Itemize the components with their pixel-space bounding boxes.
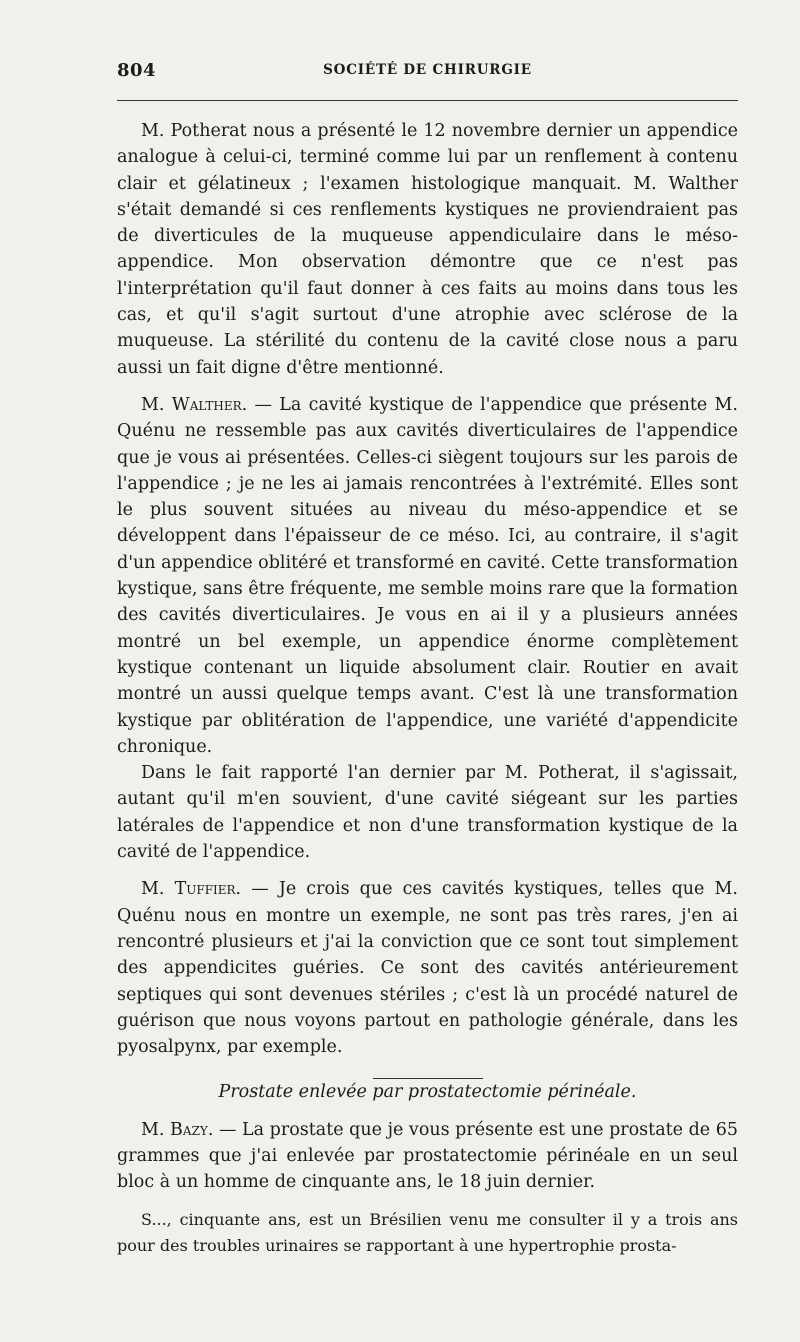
paragraph [117,876,738,1060]
paragraph: M. Potherat nous a présenté le 12 novembre dernier un appendice analogue à celui-ci, terminé comme lui par un renflement à contenu clair et gélatineux ; l'examen histologique manquait. M. Walther s'était demandé si ces renflements kystiques ne proviendraient pas de diverticules de la muqueuse appendiculaire dans le méso-appendice. Mon observation démontre que ce n'est pas l'interprétation qu'il faut donner à ces faits au moins dans tous les cas, et qu'il s'agit surtout d'une atrophie avec sclérose de la muqueuse. La stérilité du contenu de la cavité close nous a paru aussi un fait digne d'être mentionné. [117,121,738,378]
paragraph [117,1117,738,1196]
body-text [117,118,738,1259]
header-divider [117,100,738,101]
paragraph: S..., cinquante ans, est un Brésilien venu me consulter il y a trois ans pour des troubles urinaires se rapportant à une hypertrophie prosta- [117,1209,738,1255]
paragraph [117,392,738,760]
section-title: Prostate enlevée par prostatectomie périnéale. [218,1082,637,1103]
speaker-name: M. Walther. [141,394,248,415]
running-title: SOCIÉTÉ DE CHIRURGIE [323,62,532,78]
paragraph-text: — La prostate que je vous présente est une prostate de 65 grammes que j'ai enlevée par prostatectomie périnéale en un seul bloc à un homme de cinquante ans, le 18 juin dernier. [117,1119,738,1193]
speaker-name: M. Tuffier. [141,879,242,900]
paragraph-text: — Je crois que ces cavités kystiques, telles que M. Quénu nous en montre un exemple, ne sont pas très rares, j'en ai rencontré plusieurs et j'ai la conviction que ce sont tout simplement des appendicites guéries. Ce sont des cavités antérieurement septiques qui sont devenues stériles ; c'est là un procédé naturel de guérison que nous voyons partout en pathologie générale, dans les pyosalpynx, par exemple. [117,879,738,1058]
speaker-name: M. Bazy. [141,1119,214,1140]
paragraph: Dans le fait rapporté l'an dernier par M. Potherat, il s'agissait, autant qu'il m'en souvient, d'une cavité siégeant sur les parties latérales de l'appendice et non d'une transformation kystique de la cavité de l'appendice. [117,763,738,863]
paragraph-text: — La cavité kystique de l'appendice que présente M. Quénu ne ressemble pas aux cavités diverticulaires de l'appendice que je vous ai présentées. Celles-ci siègent toujours sur les parois de l'appendice ; je ne les ai jamais rencontrées à l'extrémité. Elles sont le plus souvent situées au niveau du méso-appendice et se développent dans l'épaisseur de ce méso. Ici, au contraire, il s'agit d'un appendice oblitéré et transformé en cavité. Cette transformation kystique, sans être fréquente, me semble moins rare que la formation des cavités diverticulaires. Je vous en ai il y a plusieurs années montré un bel exemple, un appendice énorme complètement kystique contenant un liquide absolument clair. Routier en avait montré un aussi quelque temps avant. C'est là une transformation kystique par oblitération de l'appendice, une variété d'appendicite chronique. [117,394,738,757]
page-number: 804 [117,60,157,81]
page-header [117,60,738,92]
